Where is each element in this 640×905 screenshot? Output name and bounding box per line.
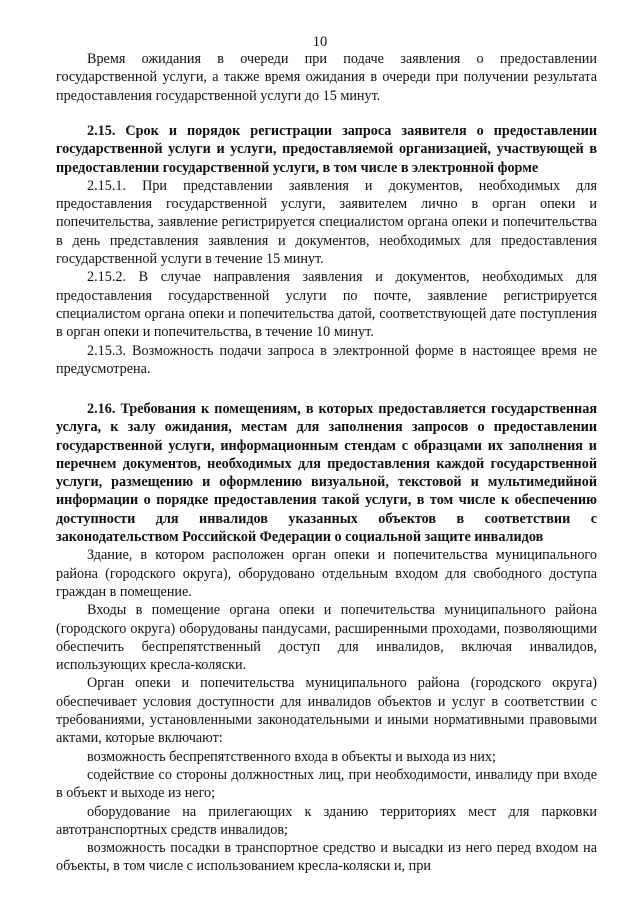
section-2-15-heading: 2.15. Срок и порядок регистрации запроса заявителя о предоставлении государственной услуги и услуги, предоставляемой организацией, участвующей в предоставлении государственной услуги, в том числе в электронной форме (56, 123, 597, 176)
paragraph-2-15-3: 2.15.3. Возможность подачи запроса в электронной форме в настоящее время не предусмотрена. (56, 342, 597, 377)
list-item-parking: оборудование на прилегающих к зданию территориях мест для парковки автотранспортных средств инвалидов; (56, 803, 597, 838)
intro-block (56, 50, 597, 105)
page-number: 10 (312, 34, 328, 50)
list-item-assistance: содействие со стороны должностных лиц, при необходимости, инвалиду при входе в объект и выходе из него; (56, 766, 597, 802)
section-2-16 (56, 400, 597, 876)
section-2-16-heading: 2.16. Требования к помещениям, в которых предоставляется государственная услуга, к залу ожидания, местам для заполнения запросов о предоставлении государственной услуги, информационным стендам с образцами их заполнения и перечнем документов, необходимых для предоставления каждой государственной услуги, размещению и оформлению визуальной, текстовой и мультимедийной информации о порядке предоставления такой услуги, в том числе к обеспечению доступности для инвалидов указанных объектов в соответствии с законодательством Российской Федерации о социальной защите инвалидов (56, 401, 597, 546)
paragraph-2-15-1: 2.15.1. При представлении заявления и документов, необходимых для предоставления государственной услуги, заявителем лично в орган опеки и попечительства, заявление регистрируется специалистом органа опеки и попечительства в день представления заявления и документов, необходимых для предоставления государственной услуги в течение 15 минут. (56, 177, 597, 268)
list-item-entry: возможность беспрепятственного входа в объекты и выхода из них; (87, 748, 496, 765)
list-item-boarding: возможность посадки в транспортное средство и высадки из него перед входом на объекты, в том числе с использованием кресла-коляски и, при (56, 840, 597, 875)
paragraph-entrances: Входы в помещение органа опеки и попечительства муниципального района (городского округа) оборудованы пандусами, расширенными проходами, позволяющими обеспечить беспрепятственный доступ для инвалидов, включая инвалидов, использующих кресла-коляски. (56, 602, 597, 674)
section-2-15 (56, 122, 597, 378)
intro-paragraph: Время ожидания в очереди при подаче заявления о предоставлении государственной услуги, а также время ожидания в очереди при получении результата предоставления государственной услуги до 15 минут. (56, 51, 597, 104)
paragraph-accessibility: Орган опеки и попечительства муниципального района (городского округа) обеспечивает условия доступности для инвалидов объектов и услуг в соответствии с требованиями, установленными законодательными и иными нормативными правовыми актами, которые включают: (56, 675, 597, 747)
paragraph-building: Здание, в котором расположен орган опеки и попечительства муниципального района (городского округа), оборудовано отдельным входом для свободного доступа граждан в помещение. (56, 547, 597, 600)
paragraph-2-15-2: 2.15.2. В случае направления заявления и документов, необходимых для предоставления государственной услуги по почте, заявление регистрируется специалистом органа опеки и попечительства датой, соответствующей дате поступления в орган опеки и попечительства, в течение 10 минут. (56, 269, 597, 341)
